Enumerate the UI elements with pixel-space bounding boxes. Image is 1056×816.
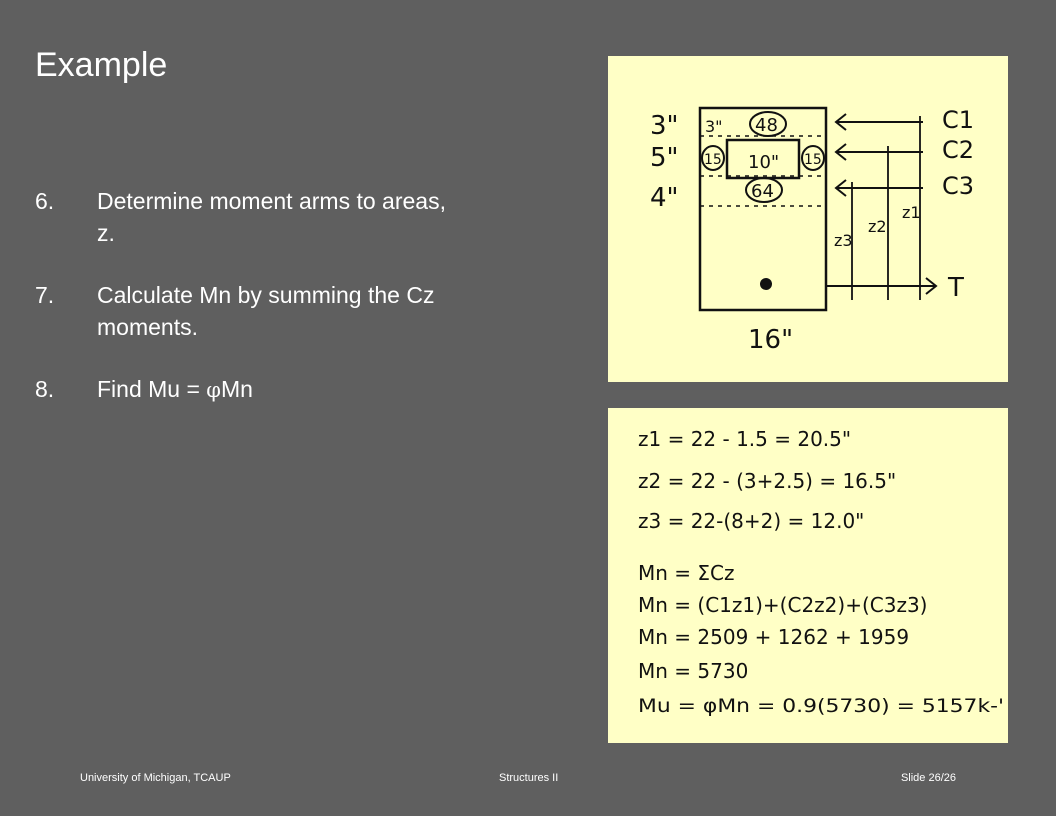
force-c2: C2 [942,136,975,164]
step-text: Determine moment arms to areas, z. [97,188,446,246]
area-top: 48 [755,115,778,136]
dim-left-2: 5" [650,143,679,173]
arm-label-z3: z3 [834,231,853,250]
step-text-after: Mn [221,376,253,402]
step-number: 8. [35,376,55,402]
area-bottom: 64 [751,181,774,202]
step-text: Calculate Mn by summing the Cz moments. [97,282,435,340]
calc-line-2: z2 = 22 - (3+2.5) = 16.5" [638,469,897,493]
step-8 [35,373,455,406]
step-number: 6. [35,188,55,214]
calc-line-6: Mn = 2509 + 1262 + 1959 [638,625,910,649]
phi-symbol: φ [206,378,222,402]
force-c1: C1 [942,106,975,134]
calc-line-3: z3 = 22-(8+2) = 12.0" [638,509,865,533]
calc-line-1: z1 = 22 - 1.5 = 20.5" [638,427,852,451]
calc-line-7: Mn = 5730 [638,659,749,683]
step-6 [35,185,455,249]
step-text-before: Find Mu = [97,376,207,402]
step-number: 7. [35,282,55,308]
dim-left-3: 4" [650,183,679,213]
footer-slide-number: Slide 26/26 [900,772,956,784]
area-right: 15 [804,152,822,168]
calculation-notes [608,408,1008,743]
dim-left-1: 3" [650,111,679,141]
section-sketch [608,56,1008,382]
slide-title: Example [35,46,168,84]
footer-institution: University of Michigan, TCAUP [80,772,231,784]
force-c3: C3 [942,172,975,200]
force-t: T [948,273,964,303]
calc-line-5: Mn = (C1z1)+(C2z2)+(C3z3) [638,593,928,617]
rebar-dot [760,278,772,290]
calc-line-8: Mu = φMn = 0.9(5730) = 5157k-' [638,695,1004,717]
step-7 [35,279,455,343]
section-sketch-figure [608,56,1008,382]
step-list [35,185,455,436]
arm-label-z2: z2 [868,217,887,236]
area-left: 15 [704,152,722,168]
arm-label-z1: z1 [902,203,921,222]
calc-line-4: Mn = ΣCz [638,561,735,585]
dim-inner-left: 3" [705,117,723,136]
footer-course: Structures II [499,772,559,784]
dim-box-width: 10" [748,152,780,173]
calculation-notes-figure [608,408,1008,743]
dim-width: 16" [748,325,794,355]
